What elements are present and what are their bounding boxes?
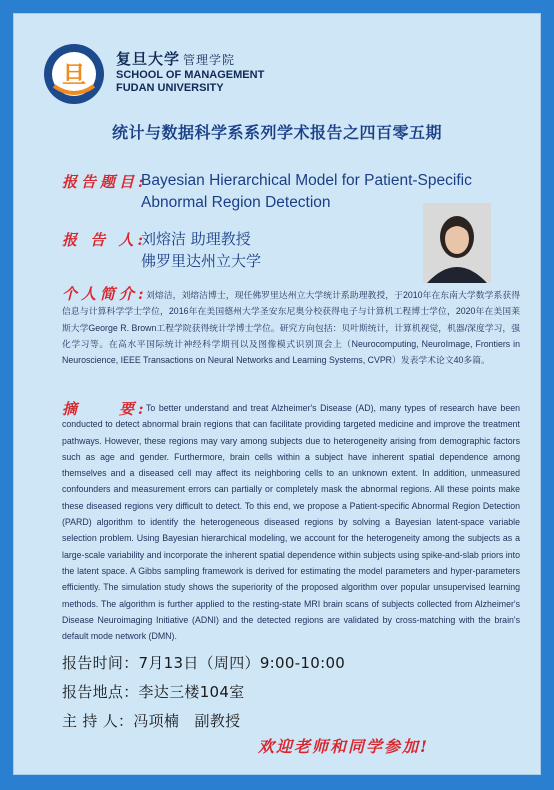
school-en-line1: SCHOOL OF MANAGEMENT bbox=[116, 69, 265, 81]
bio-label: 个人简介: bbox=[62, 285, 148, 303]
speaker-photo bbox=[423, 203, 491, 283]
school-cn: 复旦大学 bbox=[116, 50, 181, 68]
speaker-block bbox=[141, 228, 261, 272]
topic-text: Bayesian Hierarchical Model for Patient-Specific Abnormal Region Detection bbox=[141, 172, 472, 211]
school-en-line2: FUDAN UNIVERSITY bbox=[116, 82, 224, 94]
logo-glyph: 旦 bbox=[62, 60, 86, 89]
abstract-text: To better understand and treat Alzheimer's Disease (AD), many types of research have been conducted to detect abnormal brain regions that can facilitate providing targeted medicine and improve the treatment pathways. However, these regions may vary among subjects due to heterogeneity arising from demographic factors such as age and gender. Furthermore, brain cells within a subject have inherent spatial dependence among themselves and a diseased cell may affect its neighboring cells to an unknown extent. In addition, unmeasured confounders and measurement errors can partially or completely mask the abnormal regions. All these points make these diseased regions very difficult to detect. To this end, we propose a Patient-specific Abnormal Region Detection (PARD) algorithm to identify the heterogeneous diseased regions by solving a Bayesian latent-space variable selection problem. Using Bayesian hierarchical modeling, we account for the heterogeneity among the subjects as a large-scale variability and incorporate the inherent spatial dependence within subjects using spike-and-slab priors into the latent space. A Gibbs sampling framework is derived for estimating the model parameters and hyper-parameters efficiently. The simulation study shows the superiority of the proposed algorithm over popular unsupervised learning methods. The algorithm is further applied to the resting-state MRI brain scans of subjects collected from Alzheimer's Disease Neuroimaging Initiative (ADNI) and the detected regions are validated by cross-matching with the brain's default mode network (DMN). bbox=[62, 403, 520, 642]
bio-text: 刘熔洁，刘熔洁博士，现任佛罗里达州立大学统计系助理教授，于2010年在东南大学数学系获得信息与计算科学学士学位，2016年在美国德州大学圣安东尼奥分校获得电子与计算机工程博士学位，2020年在美国莱斯大学George R. Brown工程学院获得统计学博士学位。研究方向包括：贝叶斯统计，计算机视觉，机器/深度学习，强化学习等。在高水平国际统计神经科学期刊以及图像模式识别顶会上（Neurocomputing, NeuroImage, Frontiers in Neuroscience, IEEE Transactions on Neural Networks and Learning Systems, CVPR）发表学术论文40多篇。 bbox=[62, 290, 520, 366]
school-logo bbox=[42, 42, 106, 106]
speaker-label: 报 告 人: bbox=[62, 231, 147, 249]
talk-place: 报告地点：李达三楼104室 bbox=[62, 683, 245, 701]
abstract-label: 摘 要: bbox=[62, 400, 148, 418]
speaker-name: 刘熔洁 助理教授 bbox=[141, 230, 251, 248]
speaker-affiliation: 佛罗里达州立大学 bbox=[141, 252, 262, 270]
talk-host: 主 持 人：冯项楠 副教授 bbox=[62, 712, 241, 730]
talk-time: 报告时间：7月13日（周四）9:00-10:00 bbox=[62, 654, 346, 672]
school-name bbox=[116, 48, 264, 95]
welcome-text: 欢迎老师和同学参加! bbox=[258, 737, 430, 756]
topic-label: 报告题目: bbox=[62, 173, 148, 191]
series-title: 统计与数据科学系系列学术报告之四百零五期 bbox=[111, 123, 442, 142]
school-cn-sub: 管理学院 bbox=[183, 53, 236, 67]
